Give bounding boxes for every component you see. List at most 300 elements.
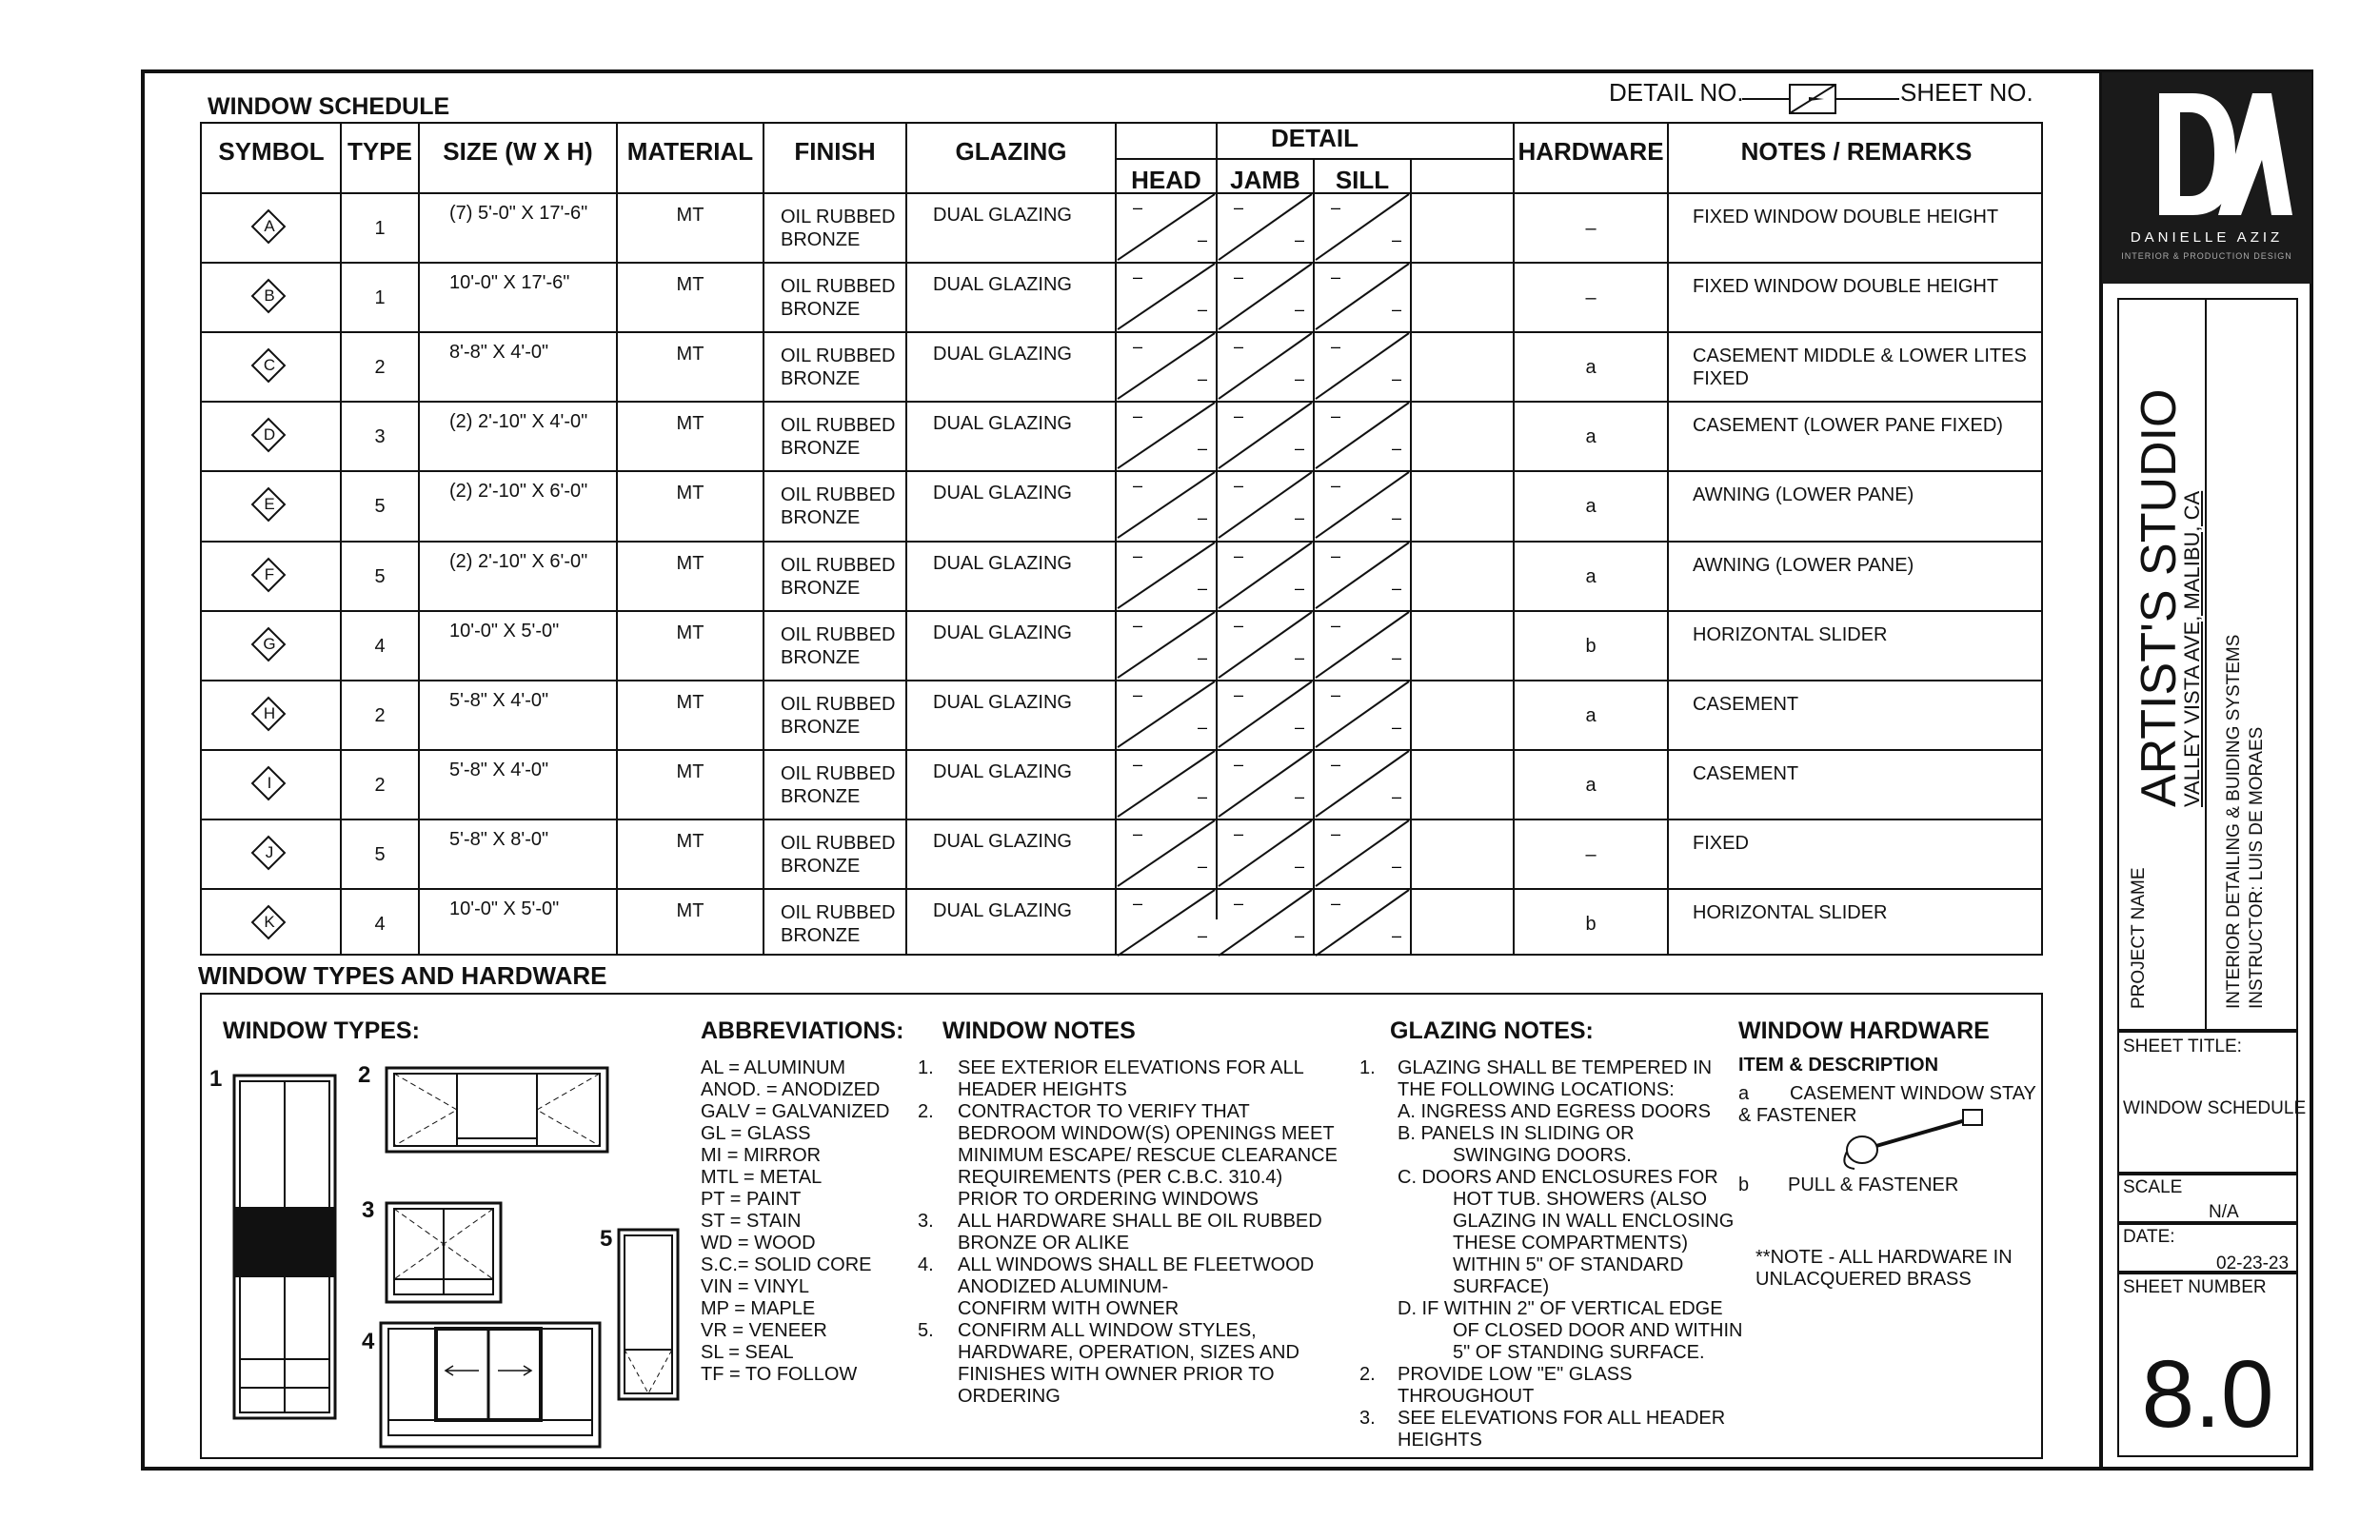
detail-dash: – xyxy=(1392,300,1402,320)
glazing-note-line: THESE COMPARTMENTS) xyxy=(1453,1233,1689,1254)
abbreviation-item: ANOD. = ANODIZED xyxy=(701,1079,881,1100)
notes-cell: CASEMENT (LOWER PANE FIXED) xyxy=(1693,415,2003,437)
glazing-cell: DUAL GLAZING xyxy=(933,552,1072,574)
hardware-cell: a xyxy=(1585,496,1597,518)
detail-sill-callout xyxy=(1314,470,1411,540)
glazing-note-line: B. PANELS IN SLIDING OR xyxy=(1398,1123,1635,1144)
detail-jamb-callout xyxy=(1217,819,1314,888)
glazing-cell: DUAL GLAZING xyxy=(933,483,1072,504)
detail-dash: – xyxy=(1198,856,1208,876)
detail-dash: – xyxy=(1295,856,1305,876)
window-note-number: 5. xyxy=(918,1320,934,1341)
glazing-cell: DUAL GLAZING xyxy=(933,900,1072,921)
window-note-number: 2. xyxy=(918,1101,934,1122)
detail-jamb-callout xyxy=(1217,610,1314,680)
detail-reference-symbol xyxy=(1742,80,1904,118)
symbol-letter: A xyxy=(264,217,275,235)
detail-sill-callout xyxy=(1314,610,1411,680)
size-cell: 5'-8" X 4'-0" xyxy=(449,759,549,780)
glazing-note-line: SWINGING DOORS. xyxy=(1453,1145,1632,1166)
window-note-line: HEADER HEIGHTS xyxy=(958,1079,1127,1100)
notes-cell: FIXED xyxy=(1693,832,1749,854)
abbreviation-item: ST = STAIN xyxy=(701,1211,802,1232)
detail-dash: – xyxy=(1331,894,1341,913)
material-cell: MT xyxy=(676,483,704,504)
detail-sill-callout xyxy=(1314,680,1411,749)
type-number-1: 1 xyxy=(209,1066,223,1092)
detail-dash: – xyxy=(1295,230,1305,249)
detail-dash: – xyxy=(1392,647,1402,667)
header-sill: SILL xyxy=(1335,166,1390,194)
material-cell: MT xyxy=(676,622,704,643)
detail-dash: – xyxy=(1392,717,1402,737)
window-note-line: HARDWARE, OPERATION, SIZES AND xyxy=(958,1342,1299,1363)
type-cell: 1 xyxy=(374,218,386,239)
detail-dash: – xyxy=(1198,717,1208,737)
hardware-cell: b xyxy=(1585,914,1597,935)
hardware-a-key: a xyxy=(1738,1083,1750,1104)
hardware-cell: – xyxy=(1585,218,1597,239)
detail-head-callout xyxy=(1116,262,1217,331)
detail-dash: – xyxy=(1392,856,1402,876)
detail-sill-callout xyxy=(1314,819,1411,888)
detail-dash: – xyxy=(1295,926,1305,945)
detail-dash: – xyxy=(1198,647,1208,667)
hardware-cell: a xyxy=(1585,357,1597,379)
detail-head-callout xyxy=(1116,541,1217,610)
finish-cell: BRONZE xyxy=(781,368,861,390)
finish-cell: BRONZE xyxy=(781,438,861,460)
detail-jamb-callout xyxy=(1217,680,1314,749)
finish-cell: BRONZE xyxy=(781,716,861,738)
detail-dash: – xyxy=(1392,369,1402,389)
scale-label: SCALE xyxy=(2123,1177,2183,1197)
detail-dash: – xyxy=(1392,786,1402,806)
detail-dash: – xyxy=(1331,615,1341,635)
finish-cell: BRONZE xyxy=(781,925,861,946)
detail-sill-callout xyxy=(1314,401,1411,470)
detail-dash: – xyxy=(1331,545,1341,565)
detail-dash: – xyxy=(1331,406,1341,426)
glazing-note-line: HEIGHTS xyxy=(1398,1430,1482,1451)
detail-dash: – xyxy=(1295,508,1305,528)
detail-dash: – xyxy=(1234,894,1244,913)
detail-dash: – xyxy=(1392,230,1402,249)
symbol-letter: J xyxy=(265,842,274,861)
abbreviation-item: VIN = VINYL xyxy=(701,1276,809,1297)
detail-dash: – xyxy=(1234,476,1244,496)
detail-jamb-callout xyxy=(1217,262,1314,331)
hardware-a-line-2: & FASTENER xyxy=(1738,1105,1857,1126)
detail-dash: – xyxy=(1234,545,1244,565)
header-type: TYPE xyxy=(347,137,412,166)
glazing-cell: DUAL GLAZING xyxy=(933,274,1072,296)
project-name: ARTIST'S STUDIO xyxy=(2132,388,2187,807)
detail-dash: – xyxy=(1133,684,1143,704)
abbreviation-item: VR = VENEER xyxy=(701,1320,827,1341)
type-number-2: 2 xyxy=(358,1062,371,1088)
detail-dash: – xyxy=(1133,615,1143,635)
notes-cell: AWNING (LOWER PANE) xyxy=(1693,554,1914,576)
window-note-number: 1. xyxy=(918,1057,934,1078)
column-divider xyxy=(1667,124,1669,954)
date-value: 02-23-23 xyxy=(2216,1254,2290,1273)
symbol-letter: K xyxy=(264,913,275,931)
detail-jamb-callout xyxy=(1217,470,1314,540)
window-note-line: BRONZE OR ALIKE xyxy=(958,1233,1130,1254)
detail-dash: – xyxy=(1133,267,1143,287)
hardware-note-line-1: **NOTE - ALL HARDWARE IN xyxy=(1755,1247,2013,1268)
symbol-letter: I xyxy=(267,773,272,792)
window-note-line: SEE EXTERIOR ELEVATIONS FOR ALL xyxy=(958,1057,1304,1078)
glazing-note-line: A. INGRESS AND EGRESS DOORS xyxy=(1398,1101,1711,1122)
header-hardware: HARDWARE xyxy=(1517,137,1664,166)
window-note-line: PRIOR TO ORDERING WINDOWS xyxy=(958,1189,1259,1210)
glazing-cell: DUAL GLAZING xyxy=(933,691,1072,713)
header-head: HEAD xyxy=(1131,166,1201,194)
logo-name: DANIELLE AZIZ xyxy=(2130,229,2284,246)
notes-cell: FIXED WINDOW DOUBLE HEIGHT xyxy=(1693,276,1999,298)
detail-dash: – xyxy=(1133,476,1143,496)
abbreviation-item: S.C.= SOLID CORE xyxy=(701,1254,872,1275)
instructor-name: INSTRUCTOR: LUIS DE MORAES xyxy=(2247,726,2267,1009)
detail-jamb-callout xyxy=(1217,192,1314,262)
glazing-cell: DUAL GLAZING xyxy=(933,622,1072,643)
header-symbol: SYMBOL xyxy=(218,137,325,166)
logo-tagline: INTERIOR & PRODUCTION DESIGN xyxy=(2121,251,2292,261)
glazing-note-number: 3. xyxy=(1359,1408,1376,1429)
detail-jamb-callout xyxy=(1217,401,1314,470)
detail-dash: – xyxy=(1234,267,1244,287)
finish-cell: OIL RUBBED xyxy=(781,762,896,784)
type-cell: 4 xyxy=(374,914,386,935)
notes-cell: HORIZONTAL SLIDER xyxy=(1693,902,1888,923)
hardware-b-label: PULL & FASTENER xyxy=(1788,1175,1959,1195)
type-number-3: 3 xyxy=(362,1197,375,1223)
hardware-cell: a xyxy=(1585,426,1597,448)
window-notes-heading: WINDOW NOTES xyxy=(942,1017,1136,1044)
detail-dash: – xyxy=(1234,198,1244,217)
finish-cell: BRONZE xyxy=(781,785,861,807)
type-cell: 2 xyxy=(374,774,386,796)
detail-dash: – xyxy=(1133,894,1143,913)
detail-dash: – xyxy=(1234,823,1244,843)
detail-dash: – xyxy=(1295,369,1305,389)
window-note-line: CONFIRM WITH OWNER xyxy=(958,1298,1180,1319)
detail-dash: – xyxy=(1133,198,1143,217)
size-cell: 5'-8" X 4'-0" xyxy=(449,689,549,711)
hardware-cell: a xyxy=(1585,704,1597,726)
detail-sill-callout xyxy=(1314,262,1411,331)
detail-dash: – xyxy=(1295,786,1305,806)
window-note-number: 4. xyxy=(918,1254,934,1275)
detail-sill-callout xyxy=(1314,192,1411,262)
type-cell: 5 xyxy=(374,496,386,518)
detail-no-label: DETAIL NO. xyxy=(1609,78,1744,107)
symbol-letter: B xyxy=(264,286,275,306)
abbreviation-item: SL = SEAL xyxy=(701,1342,794,1363)
detail-dash: – xyxy=(1295,578,1305,598)
material-cell: MT xyxy=(676,274,704,296)
finish-cell: BRONZE xyxy=(781,646,861,668)
detail-subheader-line xyxy=(1116,158,1514,160)
material-cell: MT xyxy=(676,760,704,782)
detail-dash: – xyxy=(1133,406,1143,426)
symbol-letter: E xyxy=(264,495,275,514)
detail-dash: – xyxy=(1198,926,1208,945)
column-divider xyxy=(905,124,907,954)
glazing-notes-heading: GLAZING NOTES: xyxy=(1390,1017,1594,1044)
size-cell: 10'-0" X 5'-0" xyxy=(449,620,560,642)
detail-jamb-callout xyxy=(1217,331,1314,401)
glazing-cell: DUAL GLAZING xyxy=(933,205,1072,226)
glazing-note-line: SEE ELEVATIONS FOR ALL HEADER xyxy=(1398,1408,1726,1429)
type-cell: 5 xyxy=(374,843,386,865)
sheet-no-label: SHEET NO. xyxy=(1900,78,2033,107)
notes-cell: CASEMENT xyxy=(1693,762,1799,784)
notes-cell: FIXED WINDOW DOUBLE HEIGHT xyxy=(1693,207,1999,227)
material-cell: MT xyxy=(676,413,704,435)
sheet-number: 8.0 xyxy=(2141,1341,2274,1448)
detail-jamb-callout xyxy=(1217,888,1314,958)
size-cell: (2) 2'-10" X 6'-0" xyxy=(449,550,588,572)
detail-head-callout xyxy=(1116,470,1217,540)
glazing-note-line: WITHIN 5" OF STANDARD xyxy=(1453,1254,1684,1275)
finish-cell: BRONZE xyxy=(781,855,861,877)
type-number-5: 5 xyxy=(600,1226,613,1252)
abbreviation-item: MP = MAPLE xyxy=(701,1298,816,1319)
detail-dash: – xyxy=(1331,476,1341,496)
finish-cell: OIL RUBBED xyxy=(781,902,896,923)
size-cell: 10'-0" X 17'-6" xyxy=(449,272,570,294)
finish-cell: OIL RUBBED xyxy=(781,207,896,227)
symbol-letter: G xyxy=(263,634,276,653)
sheet-title-label: SHEET TITLE: xyxy=(2123,1037,2242,1056)
window-types-heading: WINDOW TYPES: xyxy=(223,1017,420,1044)
abbreviation-item: PT = PAINT xyxy=(701,1189,802,1210)
detail-dash: – xyxy=(1295,647,1305,667)
window-note-line: REQUIREMENTS (PER C.B.C. 310.4) xyxy=(958,1167,1283,1188)
finish-cell: BRONZE xyxy=(781,507,861,529)
casement-stay-icon xyxy=(1837,1104,1990,1173)
course-name: INTERIOR DETAILING & BUIDING SYSTEMS xyxy=(2224,634,2244,1009)
glazing-note-line: C. DOORS AND ENCLOSURES FOR xyxy=(1398,1167,1718,1188)
type-cell: 5 xyxy=(374,565,386,587)
column-divider xyxy=(340,124,342,954)
finish-cell: OIL RUBBED xyxy=(781,832,896,854)
window-note-line: ALL WINDOWS SHALL BE FLEETWOOD xyxy=(958,1254,1315,1275)
detail-dash: – xyxy=(1295,439,1305,459)
size-cell: (2) 2'-10" X 6'-0" xyxy=(449,481,588,503)
glazing-note-number: 1. xyxy=(1359,1057,1376,1078)
notes-cell: CASEMENT MIDDLE & LOWER LITES FIXED xyxy=(1693,346,2027,390)
abbreviation-item: MI = MIRROR xyxy=(701,1145,822,1166)
detail-dash: – xyxy=(1392,578,1402,598)
detail-dash: – xyxy=(1331,337,1341,357)
detail-sill-callout xyxy=(1314,541,1411,610)
size-cell: (2) 2'-10" X 4'-0" xyxy=(449,411,588,433)
material-cell: MT xyxy=(676,552,704,574)
detail-jamb-callout xyxy=(1217,541,1314,610)
abbreviation-item: MTL = METAL xyxy=(701,1167,823,1188)
detail-dash: – xyxy=(1234,754,1244,774)
header-notes: NOTES / REMARKS xyxy=(1740,137,1973,166)
type-cell: 2 xyxy=(374,704,386,726)
glazing-note-line: SURFACE) xyxy=(1453,1276,1550,1297)
glazing-note-line: THE FOLLOWING LOCATIONS: xyxy=(1398,1079,1675,1100)
detail-sill-callout xyxy=(1314,749,1411,819)
glazing-note-line: 5" OF STANDING SURFACE. xyxy=(1453,1342,1705,1363)
header-detail: DETAIL xyxy=(1271,124,1359,152)
detail-dash: – xyxy=(1198,508,1208,528)
detail-dash: – xyxy=(1198,369,1208,389)
detail-dash: – xyxy=(1295,717,1305,737)
glazing-cell: DUAL GLAZING xyxy=(933,760,1072,782)
window-note-line: ALL HARDWARE SHALL BE OIL RUBBED xyxy=(958,1211,1322,1232)
detail-jamb-callout xyxy=(1217,749,1314,819)
detail-dash: – xyxy=(1331,198,1341,217)
hardware-note-line-2: UNLACQUERED BRASS xyxy=(1755,1269,1972,1290)
column-divider xyxy=(418,124,420,954)
detail-dash: – xyxy=(1331,823,1341,843)
finish-cell: OIL RUBBED xyxy=(781,623,896,645)
glazing-note-number: 2. xyxy=(1359,1364,1376,1385)
detail-dash: – xyxy=(1234,337,1244,357)
detail-head-callout xyxy=(1116,819,1217,888)
size-cell: 10'-0" X 5'-0" xyxy=(449,898,560,919)
detail-dash: – xyxy=(1198,300,1208,320)
finish-cell: OIL RUBBED xyxy=(781,346,896,367)
material-cell: MT xyxy=(676,205,704,226)
abbreviation-item: AL = ALUMINUM xyxy=(701,1057,846,1078)
window-type-3-diagram xyxy=(385,1201,503,1304)
detail-sill-callout xyxy=(1314,331,1411,401)
window-note-line: ORDERING xyxy=(958,1386,1061,1407)
finish-cell: BRONZE xyxy=(781,299,861,321)
symbol-letter: C xyxy=(263,356,276,375)
project-address: VALLEY VISTA AVE, MALIBU, CA xyxy=(2180,490,2204,807)
material-cell: MT xyxy=(676,691,704,713)
type-cell: 1 xyxy=(374,287,386,309)
finish-cell: OIL RUBBED xyxy=(781,415,896,437)
detail-dash: – xyxy=(1331,684,1341,704)
window-hardware-heading: WINDOW HARDWARE xyxy=(1738,1017,1990,1044)
type-cell: 4 xyxy=(374,635,386,657)
window-note-line: ANODIZED ALUMINUM- xyxy=(958,1276,1169,1297)
detail-dash: – xyxy=(1331,267,1341,287)
header-glazing: GLAZING xyxy=(955,137,1067,166)
hardware-cell: – xyxy=(1585,843,1597,865)
detail-head-callout xyxy=(1116,331,1217,401)
detail-dash: – xyxy=(1234,684,1244,704)
material-cell: MT xyxy=(676,830,704,852)
material-cell: MT xyxy=(676,344,704,365)
abbreviation-item: TF = TO FOLLOW xyxy=(701,1364,858,1385)
glazing-note-line: GLAZING IN WALL ENCLOSING xyxy=(1453,1211,1735,1232)
glazing-cell: DUAL GLAZING xyxy=(933,344,1072,365)
detail-dash: – xyxy=(1198,578,1208,598)
detail-head-callout xyxy=(1116,610,1217,680)
size-cell: (7) 5'-0" X 17'-6" xyxy=(449,203,588,224)
sheet-number-label: SHEET NUMBER xyxy=(2123,1277,2267,1297)
da-logo-mark xyxy=(2102,72,2311,284)
glazing-cell: DUAL GLAZING xyxy=(933,830,1072,852)
project-info-divider xyxy=(2205,298,2207,1031)
glazing-note-line: OF CLOSED DOOR AND WITHIN xyxy=(1453,1320,1743,1341)
glazing-note-line: PROVIDE LOW "E" GLASS xyxy=(1398,1364,1633,1385)
type-cell: 2 xyxy=(374,357,386,379)
abbreviations-heading: ABBREVIATIONS: xyxy=(701,1017,904,1044)
hardware-subheading: ITEM & DESCRIPTION xyxy=(1738,1055,1939,1076)
column-divider xyxy=(1513,124,1515,954)
detail-dash: – xyxy=(1392,926,1402,945)
size-cell: 8'-8" X 4'-0" xyxy=(449,342,549,364)
detail-dash: – xyxy=(1392,439,1402,459)
window-schedule-table xyxy=(200,122,2043,956)
abbreviation-item: GALV = GALVANIZED xyxy=(701,1101,890,1122)
scale-value: N/A xyxy=(2209,1202,2239,1222)
window-note-line: BEDROOM WINDOW(S) OPENINGS MEET xyxy=(958,1123,1335,1144)
studio-logo xyxy=(2102,72,2311,284)
hardware-cell: a xyxy=(1585,565,1597,587)
glazing-note-line: HOT TUB. SHOWERS (ALSO xyxy=(1453,1189,1708,1210)
schedule-title: WINDOW SCHEDULE xyxy=(208,93,450,120)
finish-cell: BRONZE xyxy=(781,229,861,250)
window-note-line: CONTRACTOR TO VERIFY THAT xyxy=(958,1101,1250,1122)
detail-dash: – xyxy=(1198,230,1208,249)
hardware-cell: b xyxy=(1585,635,1597,657)
finish-cell: OIL RUBBED xyxy=(781,554,896,576)
types-section-title: WINDOW TYPES AND HARDWARE xyxy=(198,961,607,990)
symbol-letter: F xyxy=(264,564,275,583)
finish-cell: OIL RUBBED xyxy=(781,693,896,715)
symbol-letter: H xyxy=(263,703,276,722)
window-note-line: FINISHES WITH OWNER PRIOR TO xyxy=(958,1364,1275,1385)
detail-dash: – xyxy=(1133,823,1143,843)
detail-sill-callout xyxy=(1314,888,1411,958)
abbreviation-item: WD = WOOD xyxy=(701,1233,816,1254)
window-type-2-diagram xyxy=(385,1066,609,1154)
detail-dash: – xyxy=(1133,337,1143,357)
glazing-cell: DUAL GLAZING xyxy=(933,413,1072,435)
hardware-cell: a xyxy=(1585,774,1597,796)
hardware-a-line-1: CASEMENT WINDOW STAY xyxy=(1790,1083,2036,1104)
symbol-letter: D xyxy=(263,425,276,444)
detail-head-callout xyxy=(1116,680,1217,749)
notes-cell: AWNING (LOWER PANE) xyxy=(1693,484,1914,506)
detail-dash: – xyxy=(1331,754,1341,774)
glazing-note-line: GLAZING SHALL BE TEMPERED IN xyxy=(1398,1057,1713,1078)
detail-dash: – xyxy=(1295,300,1305,320)
header-size: SIZE (W X H) xyxy=(443,137,593,166)
finish-cell: BRONZE xyxy=(781,577,861,599)
finish-cell: OIL RUBBED xyxy=(781,484,896,506)
glazing-note-line: D. IF WITHIN 2" OF VERTICAL EDGE xyxy=(1398,1298,1723,1319)
detail-head-callout xyxy=(1116,749,1217,819)
size-cell: 5'-8" X 8'-0" xyxy=(449,828,549,850)
window-type-1-diagram xyxy=(232,1074,339,1422)
detail-head-callout xyxy=(1116,401,1217,470)
detail-dash: – xyxy=(1133,545,1143,565)
detail-dash: – xyxy=(1198,786,1208,806)
window-note-line: CONFIRM ALL WINDOW STYLES, xyxy=(958,1320,1257,1341)
hardware-b-key: b xyxy=(1738,1175,1750,1195)
window-type-4-diagram xyxy=(379,1321,602,1449)
finish-cell: OIL RUBBED xyxy=(781,276,896,298)
detail-head-callout xyxy=(1116,888,1217,958)
detail-dash: – xyxy=(1133,754,1143,774)
detail-dash: – xyxy=(1234,615,1244,635)
